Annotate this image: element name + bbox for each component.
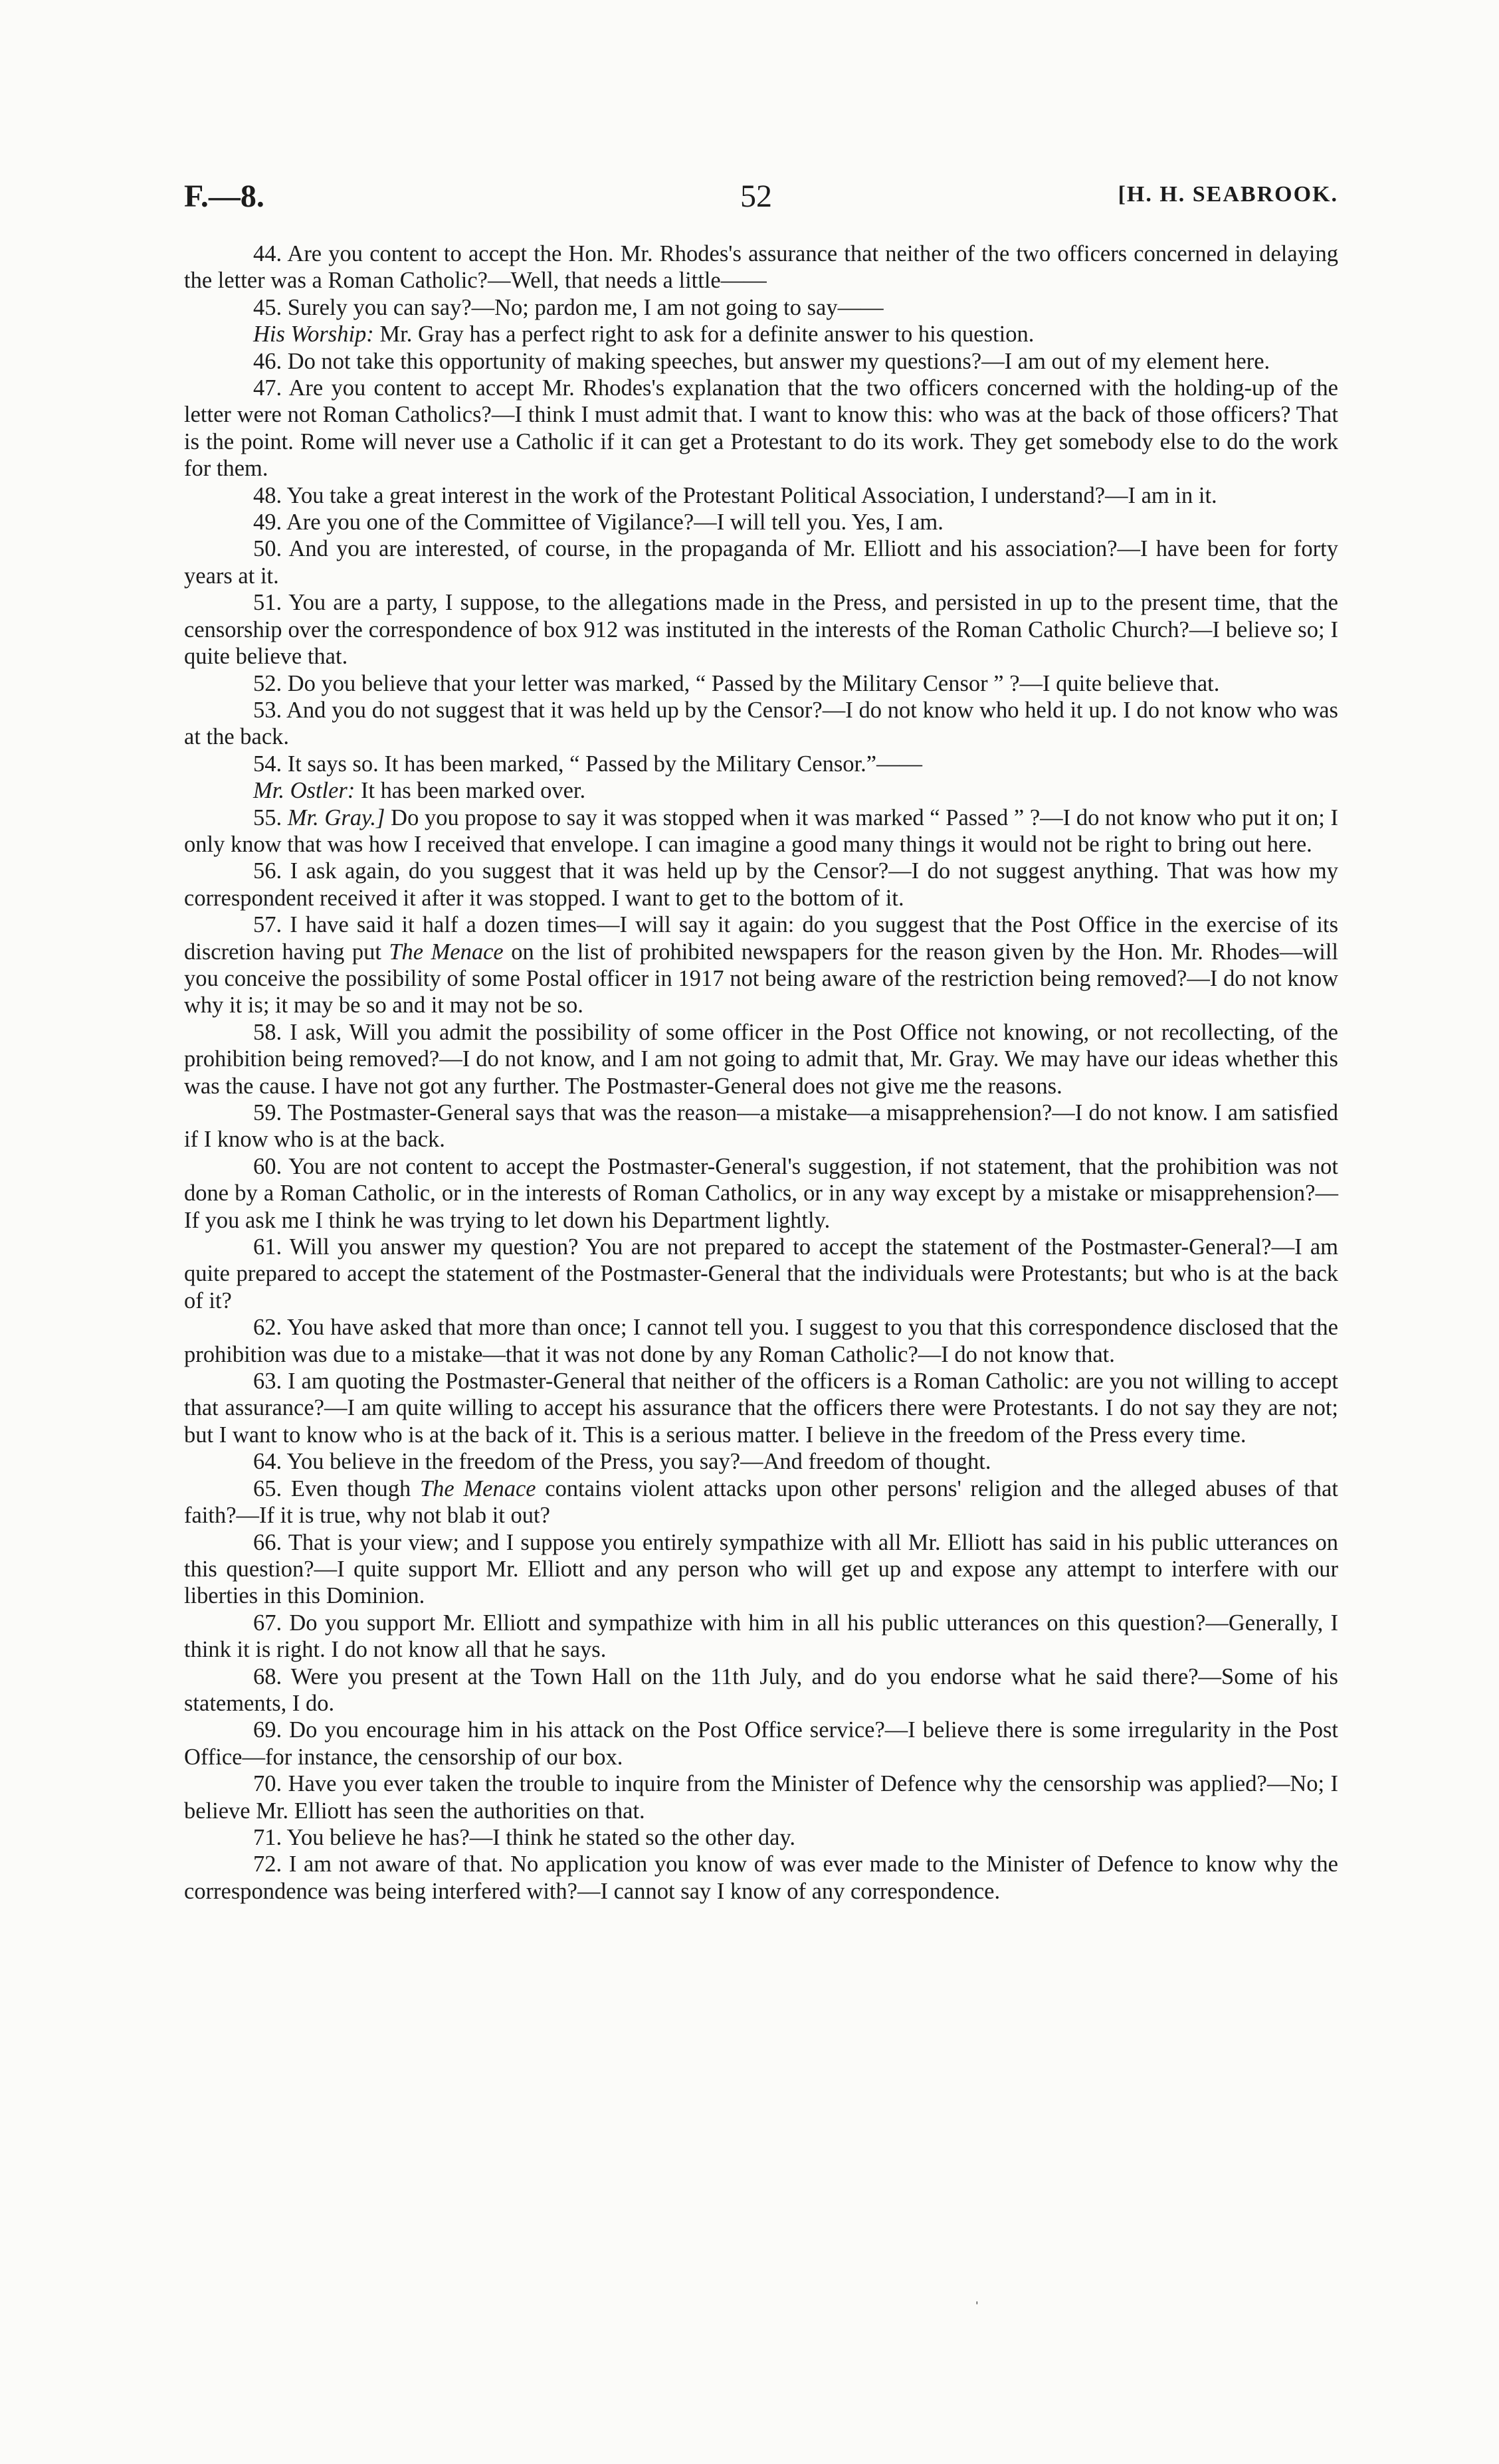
question-52 <box>184 670 1338 697</box>
question-number: 60. <box>253 1153 282 1179</box>
question-text: Do you encourage him in his attack on the Post Office service?—I believe there is some irregularity in the Post Office—for instance, the censorship of our box. <box>184 1717 1338 1770</box>
question-text: And you are interested, of course, in the propaganda of Mr. Elliott and his association?—I have been for forty years at it. <box>184 536 1338 589</box>
question-text: Surely you can say?—No; pardon me, I am not going to say—— <box>287 294 884 320</box>
question-number: 57. <box>253 912 282 938</box>
question-56 <box>184 858 1338 911</box>
question-57 <box>184 911 1338 1019</box>
question-53 <box>184 697 1338 751</box>
question-text: Are you one of the Committee of Vigilance?—I will tell you. Yes, I am. <box>286 510 944 535</box>
question-number: 66. <box>253 1529 282 1555</box>
question-63 <box>184 1368 1338 1448</box>
question-number: 58. <box>253 1019 282 1045</box>
question-72 <box>184 1851 1338 1905</box>
document-reference: F.—8. <box>184 179 264 214</box>
question-text: You are not content to accept the Postmaster-General's suggestion, if not statement, that the prohibition was not done by a Roman Catholic, or in the interests of Roman Catholics, or in any way except by a mistake or misapprehension?—If you ask me I think he was trying to let down his Department lightly. <box>184 1153 1338 1233</box>
question-44 <box>184 240 1338 294</box>
question-number: 46. <box>253 348 282 374</box>
question-50 <box>184 535 1338 589</box>
question-number: 52. <box>253 670 282 696</box>
question-48 <box>184 482 1338 509</box>
question-59 <box>184 1099 1338 1153</box>
question-text: Do not take this opportunity of making speeches, but answer my questions?—I am out of my element here. <box>287 348 1270 374</box>
question-number: 68. <box>253 1663 282 1689</box>
question-61 <box>184 1234 1338 1314</box>
question-text-continued: on the list of prohibited newspapers for the reason given by the Hon. Mr. Rhodes—will you conceive the possibility of some Postal officer in 1917 not being aware of the restriction being removed?—I do not know why it is; it may be so and it may not be so. <box>184 939 1339 1018</box>
question-number: 55. <box>253 805 282 830</box>
question-64 <box>184 1448 1338 1475</box>
interjection-his-worship <box>184 321 1338 347</box>
question-text: That is your view; and I suppose you entirely sympathize with all Mr. Elliott has said in his public utterances on this question?—I quite support Mr. Elliott and any person who will get up and expose any attempt to interfere with our liberties in this Dominion. <box>184 1529 1338 1609</box>
witness-name-header: [H. H. SEABROOK. <box>1118 182 1338 207</box>
question-number: 48. <box>253 482 282 508</box>
question-text: You are a party, I suppose, to the allegations made in the Press, and persisted in up to the present time, that the censorship over the correspondence of box 912 was instituted in the interests of the Roman Catholic Church?—I believe so; I quite believe that. <box>184 590 1338 670</box>
question-62 <box>184 1314 1338 1368</box>
question-66 <box>184 1529 1338 1610</box>
question-text: Even though <box>290 1475 411 1501</box>
question-number: 65. <box>253 1475 282 1501</box>
question-58 <box>184 1019 1338 1099</box>
question-number: 47. <box>253 375 282 401</box>
question-number: 63. <box>253 1369 282 1394</box>
question-text: You have asked that more than once; I cannot tell you. I suggest to you that this correspondence disclosed that the prohibition was due to a mistake—that it was not done by any Roman Catholic?—I do not know that. <box>184 1315 1338 1367</box>
question-68 <box>184 1663 1338 1717</box>
speaker-name: Mr. Gray.] <box>287 805 385 830</box>
newspaper-title: The Menace <box>419 1475 536 1501</box>
question-51 <box>184 589 1338 670</box>
question-number: 64. <box>253 1449 282 1475</box>
question-69 <box>184 1717 1338 1770</box>
question-number: 69. <box>253 1717 282 1743</box>
question-text: Do you support Mr. Elliott and sympathize with him in all his public utterances on this question?—Generally, I think it is right. I do not know all that he says. <box>184 1610 1338 1663</box>
question-number: 70. <box>253 1771 282 1797</box>
question-number: 71. <box>253 1824 282 1850</box>
question-number: 56. <box>253 858 282 884</box>
question-54 <box>184 751 1338 777</box>
question-text: You take a great interest in the work of the Protestant Political Association, I understand?—I am in it. <box>286 482 1217 508</box>
question-70 <box>184 1770 1338 1824</box>
newspaper-title: The Menace <box>389 939 504 965</box>
question-55 <box>184 805 1338 858</box>
question-text: Are you content to accept Mr. Rhodes's explanation that the two officers concerned with the holding-up of the letter were not Roman Catholics?—I think I must admit that. I want to know this: who was at the back of those officers? That is the point. Rome will never use a Catholic if it can get a Protestant to do its work. They get somebody else to do the work for them. <box>184 375 1338 482</box>
question-text: I have said it half a dozen times—I will say it again: do you suggest that the Post Office in the exercise of its discretion having put <box>184 912 1339 965</box>
page-number: 52 <box>740 179 772 214</box>
question-text: You believe in the freedom of the Press, you say?—And freedom of thought. <box>286 1449 991 1475</box>
question-71 <box>184 1824 1338 1851</box>
question-text: I am quoting the Postmaster-General that neither of the officers is a Roman Catholic: are you not willing to accept that assurance?—I am quite willing to accept his assurance that the officers there were Protestants. I do not say they are not; but I want to know who is at the back of it. This is a serious matter. I believe in the freedom of the Press every time. <box>184 1369 1338 1448</box>
question-67 <box>184 1610 1338 1663</box>
question-text: You believe he has?—I think he stated so the other day. <box>286 1824 796 1850</box>
question-text: Were you present at the Town Hall on the 11th July, and do you endorse what he said there?—Some of his statements, I do. <box>184 1663 1338 1716</box>
question-number: 49. <box>253 510 282 535</box>
interjection-mr-ostler <box>184 777 1338 804</box>
speaker-name: Mr. Ostler: <box>253 778 355 804</box>
question-65 <box>184 1475 1338 1529</box>
interjection-text: Mr. Gray has a perfect right to ask for a definite answer to his question. <box>379 322 1035 347</box>
question-text: And you do not suggest that it was held up by the Censor?—I do not know who held it up. I do not know who was at the back. <box>184 697 1338 750</box>
question-text: I ask again, do you suggest that it was held up by the Censor?—I do not suggest anything. That was how my correspondent received it after it was stopped. I want to get to the bottom of it. <box>184 858 1338 911</box>
question-text: I am not aware of that. No application you know of was ever made to the Minister of Defence to know why the correspondence was being interfered with?—I cannot say I know of any correspondence. <box>184 1851 1338 1904</box>
scan-speck: ˈ <box>974 2299 980 2318</box>
question-text-continued: contains violent attacks upon other persons' religion and the alleged abuses of that faith?—If it is true, why not blab it out? <box>184 1475 1339 1529</box>
question-number: 45. <box>253 294 282 320</box>
question-text: Do you propose to say it was stopped when it was marked “ Passed ” ?—I do not know who put it on; I only know that was how I received that envelope. I can imagine a good many things it would not be right to bring out here. <box>184 805 1338 857</box>
question-number: 61. <box>253 1234 282 1260</box>
question-number: 51. <box>253 590 282 616</box>
transcript-body <box>184 240 1338 1905</box>
page-header <box>184 178 1338 221</box>
question-number: 44. <box>253 241 282 266</box>
speaker-name: His Worship: <box>253 322 374 347</box>
question-45 <box>184 294 1338 321</box>
question-60 <box>184 1153 1338 1234</box>
question-number: 62. <box>253 1315 282 1341</box>
question-number: 67. <box>253 1610 282 1636</box>
interjection-text: It has been marked over. <box>360 778 586 804</box>
question-47 <box>184 375 1338 482</box>
question-number: 54. <box>253 751 282 777</box>
question-49 <box>184 509 1338 535</box>
question-number: 59. <box>253 1100 282 1125</box>
question-text: I ask, Will you admit the possibility of some officer in the Post Office not knowing, or not recollecting, of the prohibition being removed?—I do not know, and I am not going to admit that, Mr. Gray. We may have our ideas whether this was the cause. I have not got any further. The Postmaster-General does not give me the reasons. <box>184 1019 1338 1099</box>
question-text: Will you answer my question? You are not prepared to accept the statement of the Postmaster-General?—I am quite prepared to accept the statement of the Postmaster-General that the individuals were Protestants; but who is at the back of it? <box>184 1234 1338 1313</box>
question-number: 53. <box>253 697 282 723</box>
question-number: 72. <box>253 1851 282 1877</box>
question-text: The Postmaster-General says that was the reason—a mistake—a misapprehension?—I do not know. I am satisfied if I know who is at the back. <box>184 1100 1338 1153</box>
question-number: 50. <box>253 536 282 562</box>
question-text: Have you ever taken the trouble to inquire from the Minister of Defence why the censorship was applied?—No; I believe Mr. Elliott has seen the authorities on that. <box>184 1771 1339 1824</box>
question-46 <box>184 348 1338 375</box>
question-text: It says so. It has been marked, “ Passed by the Military Censor.”—— <box>287 751 923 777</box>
question-text: Are you content to accept the Hon. Mr. Rhodes's assurance that neither of the two officers concerned in delaying the letter was a Roman Catholic?—Well, that needs a little—— <box>184 241 1338 294</box>
question-text: Do you believe that your letter was marked, “ Passed by the Military Censor ” ?—I quite believe that. <box>287 670 1220 696</box>
